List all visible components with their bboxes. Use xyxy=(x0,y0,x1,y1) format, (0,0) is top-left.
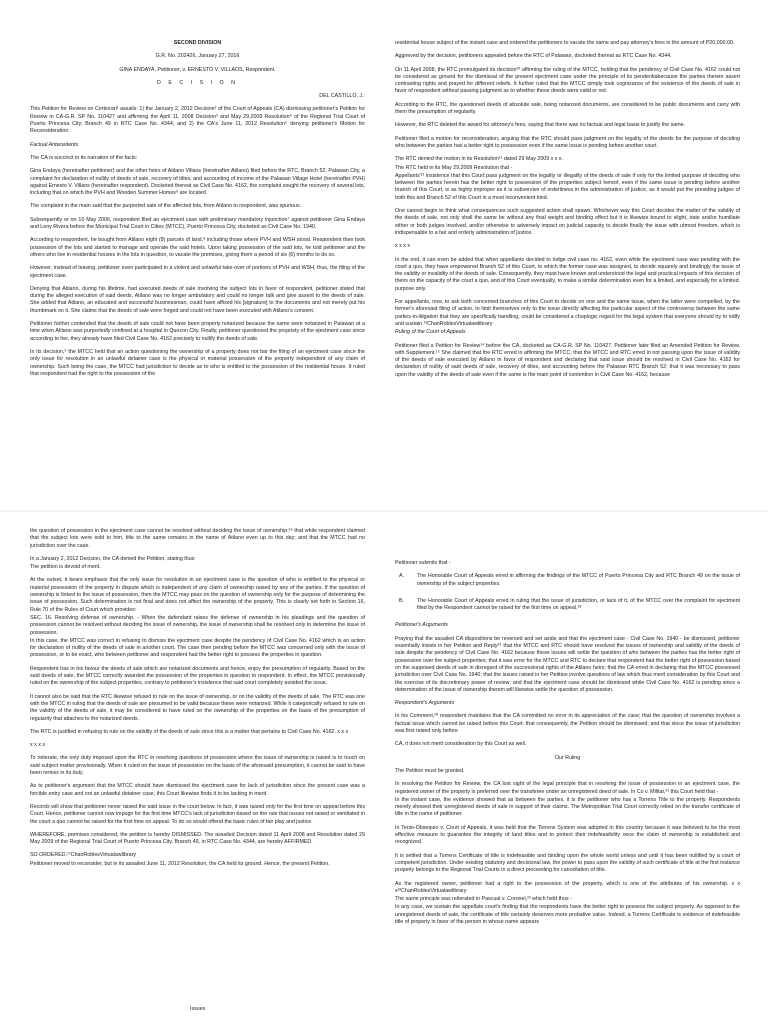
issue-item xyxy=(395,573,740,588)
paragraph: In any case, we sustain the appellate court's finding that the respondents have the better right to possess the subject property. As opposed to the unregistered deeds of sale, the certificate of title certainly deserves more probative value. Indeed, a Torrens Certificate is evidence of indefeasible title of property in favor of the person in whose name appears xyxy=(395,904,740,925)
paragraph: In resolving the Petition for Review, the CA lost sight of the legal principle that in resolving the issue of possession in an ejectment case, the registered owner of the property is preferred over the transferee under an unregistered deed of sale. In Co v. Militar,²¹ this Court held that - xyxy=(395,781,740,795)
page2-left-column xyxy=(30,512,365,874)
paragraph: At the outset, it bears emphasis that the only issue for resolution in an ejectment case is the question of who is entitled to the physical or material possession of the property in dispute which is independent of any claim of ownership raised by any of the parties. If the question of ownership is linked to the issue of possession, then the MTCC may pass on the question of ownership only for the purpose of determining the issue of possession. Such determination is not final and does not affect the ownership of the property. This is clearly set forth in Section 16, Rule 70 of the Rules of Court which provides: xyxy=(30,577,365,613)
page2-right-column xyxy=(395,512,740,932)
paragraph: The RTC is justified in refusing to rule on the validity of the deeds of sale since this is a matter that pertains to Civil Case No. 4162. x x x xyxy=(30,728,349,735)
issue-label: B. xyxy=(399,597,405,604)
paragraph: The Petition must be granted. xyxy=(395,767,465,774)
paragraph: CA, it does not merit consideration by this Court as well. xyxy=(395,741,527,748)
paragraph: According to respondent, he bought from Atilano eight (8) parcels of land,⁸ including those where PVH and WSH stood. Respondent then took possession of the lots and started to manage and operate the said hotels. Upon taking possession of the said lots, he told petitioner and the others who live in residential houses in the lots in question, to vacate the premises, giving them a period of six (6) months to do so. xyxy=(30,237,365,258)
paragraph: To reiterate, the only duty imposed upon the RTC in resolving questions of possession where the issue of ownership is raised is to touch on said subject matter provisionally. When it ruled on the issue of possession on the basis of the aforesaid presumption, it cannot be said to have been remiss in its duty. xyxy=(30,755,365,777)
paragraph: WHEREFORE, premises considered, the petition is hereby DISMISSED. The assailed Decision dated 11 April 2008 and Resolution dated 29 May 2009 of the Regional Trial Court of Puerto Princesa City, Branch 49, in RTC Case No. 4344, are hereby AFFIRMED. xyxy=(30,831,365,846)
paragraph: x x x x xyxy=(30,742,46,749)
paragraph: For appellants, now, to ask both concerned branches of this Court to decide on one and the same issue, when the latter were compelled, by the former's aforesaid filing of action, to limit themselves only to the issue directly affecting the particular aspect of the controversy between the same parties-in-litigation that they are specifically handling, could be considered a choplogic regard for the legal system that everyone should try to edify and sustain.¹³ChanRoblesVirtualawlibrary xyxy=(395,299,740,327)
paragraph: Petitioner moved to reconsider, but in its assailed June 11, 2012 Resolution, the CA held its ground. Hence, the present Petition. xyxy=(30,860,330,867)
paragraph: SO ORDERED.¹⁷ChanRoblesVirtualawlibrary xyxy=(30,852,137,859)
paragraph: Respondent has in his favour the deeds of sale which are notarized documents and hence, enjoy the presumption of regularity. Based on the said deeds of sale, the MTCC correctly awarded the possession of the properties in question to respondent. In effect, the MTCC provisionally ruled on the ownership of the subject properties, contrary to petitioner's insistence that said court completely avoided the issue. xyxy=(30,665,365,687)
paragraph: As to petitioner's argument that the MTCC should have dismissed the ejectment case for lack of jurisdiction since the present case was a forcible entry case and not an unlawful detainer case, this Court likewise finds it to be lacking in merit. xyxy=(30,783,365,797)
paragraph: In Tenio-Obsequio v. Court of Appeals, it was held that the Torrens System was adopted in this country because it was believed to be the most effective measure to guarantee the integrity of land titles and to protect their indefeasibility once the claim of ownership is established and recognized. xyxy=(395,824,740,846)
paragraph: According to the RTC, the questioned deeds of absolute sale, being notarized documents, are considered to be public documents and carry with them the presumption of regularity. xyxy=(395,101,740,116)
paragraph: However, the RTC deleted the award for attorney's fees, saying that there was no factual and legal basis to justify the same. xyxy=(395,122,686,129)
paragraph: Respondent's Arguments xyxy=(395,700,455,707)
paragraph: Our Ruling xyxy=(554,754,581,761)
paragraph: Petitioner's Arguments xyxy=(395,622,448,629)
paragraph: GINA ENDAYA, Petitioner, v. ERNESTO V. VILLAOS, Respondent. xyxy=(119,66,276,73)
paragraph: Aggrieved by the decision, petitioners appealed before the RTC of Palawan, docketed thereat as RTC Case No. 4344. xyxy=(395,53,672,60)
paragraph: In a January 2, 2012 Decision, the CA denied the Petition, stating thus: xyxy=(30,555,196,562)
paragraph: The CA is succinct in its narration of the facts: xyxy=(30,154,138,161)
paragraph: Records will show that petitioner never raised the said issue in the court below. In fact, it was raised only for the first time on appeal before this Court. Hence, petitioner cannot now impugn for the first time MTCC's lack of jurisdiction based on the rule that issues not raised or ventilated in the court a quo cannot be raised for the first time on appeal. To do so would offend the basic rules of fair play and justice. xyxy=(30,803,365,825)
paragraph: In the instant case, the evidence showed that as between the parties, it is the petitioner who has a Torrens Title to the property. Respondents merely showed their unregistered deeds of sale in support of their claims. The Metropolitan Trial Court correctly relied on the transfer certificate of title in the name of petitioner. xyxy=(395,796,740,818)
paragraph: G.R. No. 202426, January 27, 2016 xyxy=(155,53,240,60)
issues-intro: Petitioner submits that - xyxy=(395,560,451,566)
paragraph: Appellants'¹² insistence that this Court pass judgment on the legality or illegality of the deeds of sale if only for the limited purpose of deciding who between the parties herein has the better right to possession of the properties subject hereof, even if the same issue is pending before another branch of this Court, is as highly improper as it is subversive of orderliness in the administration of justice, as it would put the presiding judges of both this and Branch 52 of this Court in a most inconvenient bind. xyxy=(395,172,740,201)
paragraph: DEL CASTILLO, J.: xyxy=(319,93,365,100)
paragraph: Factual Antecedents xyxy=(30,141,79,148)
document-page-1 xyxy=(0,0,768,510)
page1-right-column xyxy=(395,0,740,385)
paragraph: Petitioner further contended that the deeds of sale could not have been properly notarized because the same were notarized in Palawan at a time when Atilano was purportedly confined at a hospital in Quezon City. Finally, petitioner questioned the propriety of the ejectment case since according to her, they already have filed Civil Case No. 4162 precisely to nullify the deeds of sale. xyxy=(30,321,365,342)
paragraph: The petition is devoid of merit. xyxy=(30,564,101,571)
paragraph: It cannot also be said that the RTC likewise refused to rule on the issue of ownership, or on the validity of the deeds of sale. The RTC was one with the MTCC in ruling that the deeds of sale are presumed to be valid because these were notarized. While it categorically refused to rule on the validity of the deeds of sale, it may be considered to have ruled on the ownership of the properties on the basis of the presumption of regularity that attaches to the notarized deeds. xyxy=(30,693,365,722)
page2-right-body xyxy=(395,622,740,926)
issue-label: A. xyxy=(399,573,405,580)
paragraph: the question of possession in the ejectment case cannot be resolved without deciding the issue of ownership;¹⁶ that while respondent claimed that the subject lots were sold to him, title to the same remains in the name of Atilano even up to this day; and that the MTCC had no jurisdiction over the case. xyxy=(30,528,365,549)
paragraph: However, instead of leaving, petitioner even participated in a violent and unlawful take-over of portions of PVH and WSH, thus, the filing of the ejectment case. xyxy=(30,265,365,279)
paragraph: In this case, the MTCC was correct in refusing to dismiss the ejectment case despite the pendency of Civil Case No. 4162 which is an action for declaration of nullity of the deeds of sale in another court. The case then pending before the MTCC was concerned only with the issue of possession, or to be exact, who between petitioner and respondent had the better right to possess the properties in question. xyxy=(30,637,365,659)
paragraph: SECOND DIVISION xyxy=(173,40,222,46)
paragraph: SEC. 16. Resolving defense of ownership. - When the defendant raises the defense of ownership in his pleadings and the question of possession cannot be resolved without deciding the issue of ownership, the issue of ownership shall be resolved only to determine the issue of possession. xyxy=(30,614,365,636)
paragraph: D E C I S I O N xyxy=(157,79,238,86)
paragraph: As the registered owner, petitioner had a right to the possession of the property, which is one of the attributes of his ownership. x x x²²ChanRoblesVirtualawlibrary xyxy=(395,880,740,894)
paragraph: The same principle was reiterated in Pascual v. Coronel,²³ which held thus - xyxy=(395,896,572,903)
paragraph: Petitioner filed a Petition for Review¹⁴ before the CA, docketed as CA-G.R. SP No. 110427. Petitioner later filed an Amended Petition for Review, with Supplement.¹⁵ She claimed that the RTC erred in affirming the MTCC; that the MTCC and RTC erred in not passing upon the issue of validity of the deeds of sale executed by Atilano in favor of respondent and declaring that said issue should be resolved in Civil Case No. 4162 for declaration of nullity of said deeds of sale, recovery of titles, and accounting before the Palawan RTC Branch 52; that it was necessary to pass upon the validity of the deeds of sale even if the same is the main point of contention in Civil Case No. 4162, because xyxy=(395,342,740,378)
issues-list xyxy=(395,573,740,612)
paragraph: Subsequently or on 10 May 2006, respondent filed an ejectment case with preliminary mandatory injunction⁷ against petitioner Gina Endaya and Leny Rivera before the Municipal Trial Court in Cities (MTCC), Puerto Princesa City, docketed as Civil Case No. 1940. xyxy=(30,216,365,231)
paragraph: Petitioner filed a motion for reconsideration, arguing that the RTC should pass judgment on the legality of the deeds for the purpose of deciding who between the parties has a better right to possession even if the same issue is pending before another court. xyxy=(395,135,740,149)
paragraph: Denying that Atilano, during his lifetime, had executed deeds of sale involving the subject lots in favor of respondent, petitioner stated that during the alleged execution of said deeds, Atilano was no longer ambulatory and could no longer talk and give assent to the deeds of sale. She added that Atilano, an educated and successful businessman, could have affixed his [signature] to the documents and not merely put his thumbmark on it. She claims that the deeds of sale were forged and could not have been executed with Atilano's consent. xyxy=(30,285,365,314)
paragraph: It is settled that a Torrens Certificate of title is indefeasible and binding upon the whole world unless and until it has been nullified by a court of competent jurisdiction. Under existing statutory and decisional law, the power to pass upon the validity of such certificate of title at the first instance properly belongs to the Regional Trial Courts in a direct proceeding for cancellation of title. xyxy=(395,852,740,874)
issues-heading: Issues xyxy=(190,1006,206,1012)
paragraph: residential house subject of the instant case and ordered the petitioners to vacate the same and pay attorney's fees in the amount of P20,000.00. xyxy=(395,40,735,46)
page1-left-column xyxy=(30,0,365,384)
paragraph: The complaint in the main said that the purported sale of the affected lots, from Atilano to respondent, was spurious. xyxy=(30,203,302,210)
paragraph: One cannot begin to think what consequences such suggested action shall spawn. Whichever way this Court decides the matter of the validity of the deeds of sale, not only shall the same be without any final weight and binding effect but it is likewise bound to slight, irate and/or humiliate either or both judges involved, and/or otherwise to adversely impact on judicial capacity to decide finally the issue with utmost freedom, which is indispensable to a fair and orderly administration of justice. xyxy=(395,208,740,236)
paragraph: The RTC held in its May 29,2009 Resolution that - xyxy=(395,164,513,171)
document-page-2 xyxy=(0,512,768,1024)
issue-item xyxy=(395,598,740,613)
issue-text: The Honorable Court of Appeals erred in ruling that the issue of jurisdiction, or lack of it, of the MTCC over the complaint for ejectment filed by the Respondent cannot be raised for the first time on appeal.¹⁸ xyxy=(417,597,740,612)
issue-text: The Honorable Court of Appeals erred in affirming the findings of the MTCC of Puerto Princesa City and RTC Branch 49 on the issue of ownership of the subject properties. xyxy=(417,573,740,587)
paragraph: x x x x xyxy=(395,243,411,250)
paragraph: This Petition for Review on Certiorari¹ assails: 1) the January 2, 2012 Decision² of the Court of Appeals (CA) dismissing petitioner's Petition for Review in CA-G.R. SP No. 110427 and affirming the April 11, 2008 Decision³ and May 29,2009 Resolution⁴ of the Regional Trial Court of Puerto Princesa City, Branch 49 in RTC Case No. 4344; and 2) the CA's June 11, 2012 Resolution⁵ denying petitioner's Motion for Reconsideration. xyxy=(30,106,365,135)
paragraph: In his Comment,²⁰ respondent maintains that the CA committed no error in its appreciation of the case; that the question of ownership involves a factual issue which cannot be raised before this Court; that consequently, the Petition should be dismissed; and that since the issue of jurisdiction was first raised only before xyxy=(395,713,740,735)
paragraph: Praying that the assailed CA dispositions be reversed and set aside and that the ejectment case - Civil Case No. 1940 - be dismissed, petitioner essentially insists in her Petition and Reply¹⁹ that the MTCC and RTC should have resolved the issues of ownership and validity of the deeds of sale despite the pendency of Civil Case No. 4162 because these issues will settle the question of who between the parties has the better right of possession over the subject properties; that it was error for the MTCC and RTC to declare that respondent had the better right of possession based on the supposed deeds of sale in disregard of the successional rights of the Atilano heirs; that the CA erred in declaring that the MTCC possessed jurisdiction over Civil Case No. 1940; that the issues raised in her Petition involve questions of law which thus merit consideration by this Court and the exercise of its discretionary power of review; and that the ejectment case should be dismissed while Civil Case No. 4162 is pending since a determination of the issue of ownership therein will likewise settle the question of possession. xyxy=(395,635,740,693)
paragraph: Ruling of the Court of Appeals xyxy=(395,329,466,336)
paragraph: In the end, it can even be added that when appellants decided to lodge civil case no. 4162, even while the ejectment case was pending with the court a quo, they have empowered Branch 52 of this Court, to which the former case was assigned, to decide squarely and bindingly the issue of the validity or invalidity of the deeds of sale. Consequently, they must have known and understood the legal and practical impacts of this decision of theirs on the capacity of the court a quo, and of this Court eventually, to make a similar determination even for a limited, and especially for a limited, purpose only. xyxy=(395,256,740,292)
paragraph: The RTC denied the motion in its Resolution¹¹ dated 29 May 2009 x x x. xyxy=(395,156,564,163)
paragraph: Gina Endaya (hereinafter petitioner) and the other heirs of Atilano Villaos (hereinafter Atilano) filed before the RTC, Branch 52, Palawan City, a complaint for declaration of nullity of deeds of sale, recovery of titles, and accounting of income of the Palawan Village Hotel (hereinafter PVH) against Ernesto V. Villaos (hereinafter respondent). Docketed thereat as Civil Case No. 4162, the complaint sought the recovery of several lots, including that on which the PVH and Wooden Summer Homes⁶ are located. xyxy=(30,168,365,197)
paragraph: On 11 April 2008, the RTC promulgated its decision¹⁰ affirming the ruling of the MTCC, holding that the pendency of Civil Case No. 4162 could not be considered as ground for the dismissal of the present ejectment case under the principle of lis pendentiabecause the parties therein assert contrasting rights and prayed for different reliefs. It further ruled that the MTCC simply took cognizance of the existence of the deeds of sale in favor of respondent without passing judgment as to whether these deeds were valid or not. xyxy=(395,66,740,95)
paragraph: In its decision,⁹ the MTCC held that an action questioning the ownership of a property does not bar the filing of an ejectment case since the only issue for resolution in an unlawful detainer case is the physical or material possession of the property independent of any claim of ownership. Such being the case, the MTCC had jurisdiction to decide as to who is entitled to the possession of the residential house. It ruled that respondent had the right to the possession of the xyxy=(30,348,365,377)
